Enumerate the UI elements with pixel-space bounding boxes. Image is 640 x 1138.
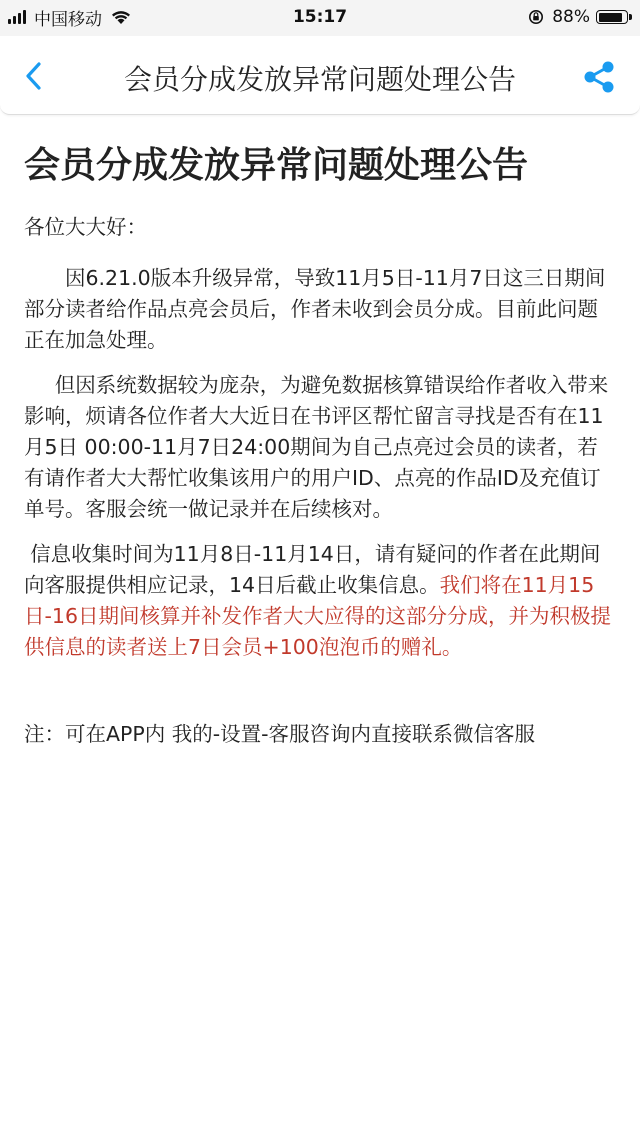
paragraph-2: 但因系统数据较为庞杂，为避免数据核算错误给作者收入带来影响，烦请各位作者大大近日在书评区帮忙留言寻找是否有在11月5日 00:00-11月7日24:00期间为自己点亮过会员的读者，若有请作者大大帮忙收集该用户的用户ID、点亮的作品ID及充值订单号。客服会统一做记录并在后续核对。: [24, 373, 609, 521]
rotation-lock-icon: [528, 9, 544, 25]
battery-percent: 88%: [552, 7, 590, 27]
battery-icon: [596, 10, 628, 24]
share-icon[interactable]: [582, 60, 616, 94]
nav-bar: [0, 36, 640, 115]
paragraph-3: [24, 539, 614, 663]
article-heading: 会员分成发放异常问题处理公告: [24, 145, 529, 186]
greeting: 各位大大好：: [24, 215, 147, 239]
paragraph-3-text: 信息收集时间为11月8日-11月14日，请有疑问的作者在此期间向客服提供相应记录，14日后截止收集信息。: [24, 542, 601, 597]
status-time: 15:17: [292, 7, 348, 27]
carrier-name: 中国移动: [34, 9, 102, 30]
paragraph-1: 因6.21.0版本升级异常，导致11月5日-11月7日这三日期间部分读者给作品点亮会员后，作者未收到会员分成。目前此问题正在加急处理。: [24, 266, 606, 352]
status-bar: [0, 0, 640, 36]
nav-title: 会员分成发放异常问题处理公告: [123, 63, 516, 96]
note-text: 注：可在APP内 我的-设置-客服咨询内直接联系微信客服: [24, 722, 536, 746]
battery-nub: [629, 14, 632, 20]
status-right: [528, 6, 628, 28]
battery-fill: [599, 13, 622, 22]
paragraph-3-highlight: 我们将在11月15日-16日期间核算并补发作者大大应得的这部分分成，并为积极提供信息的读者送上7日会员+100泡泡币的赠礼。: [24, 573, 611, 659]
chevron-left-icon[interactable]: [22, 60, 46, 92]
article-content: [24, 142, 614, 771]
